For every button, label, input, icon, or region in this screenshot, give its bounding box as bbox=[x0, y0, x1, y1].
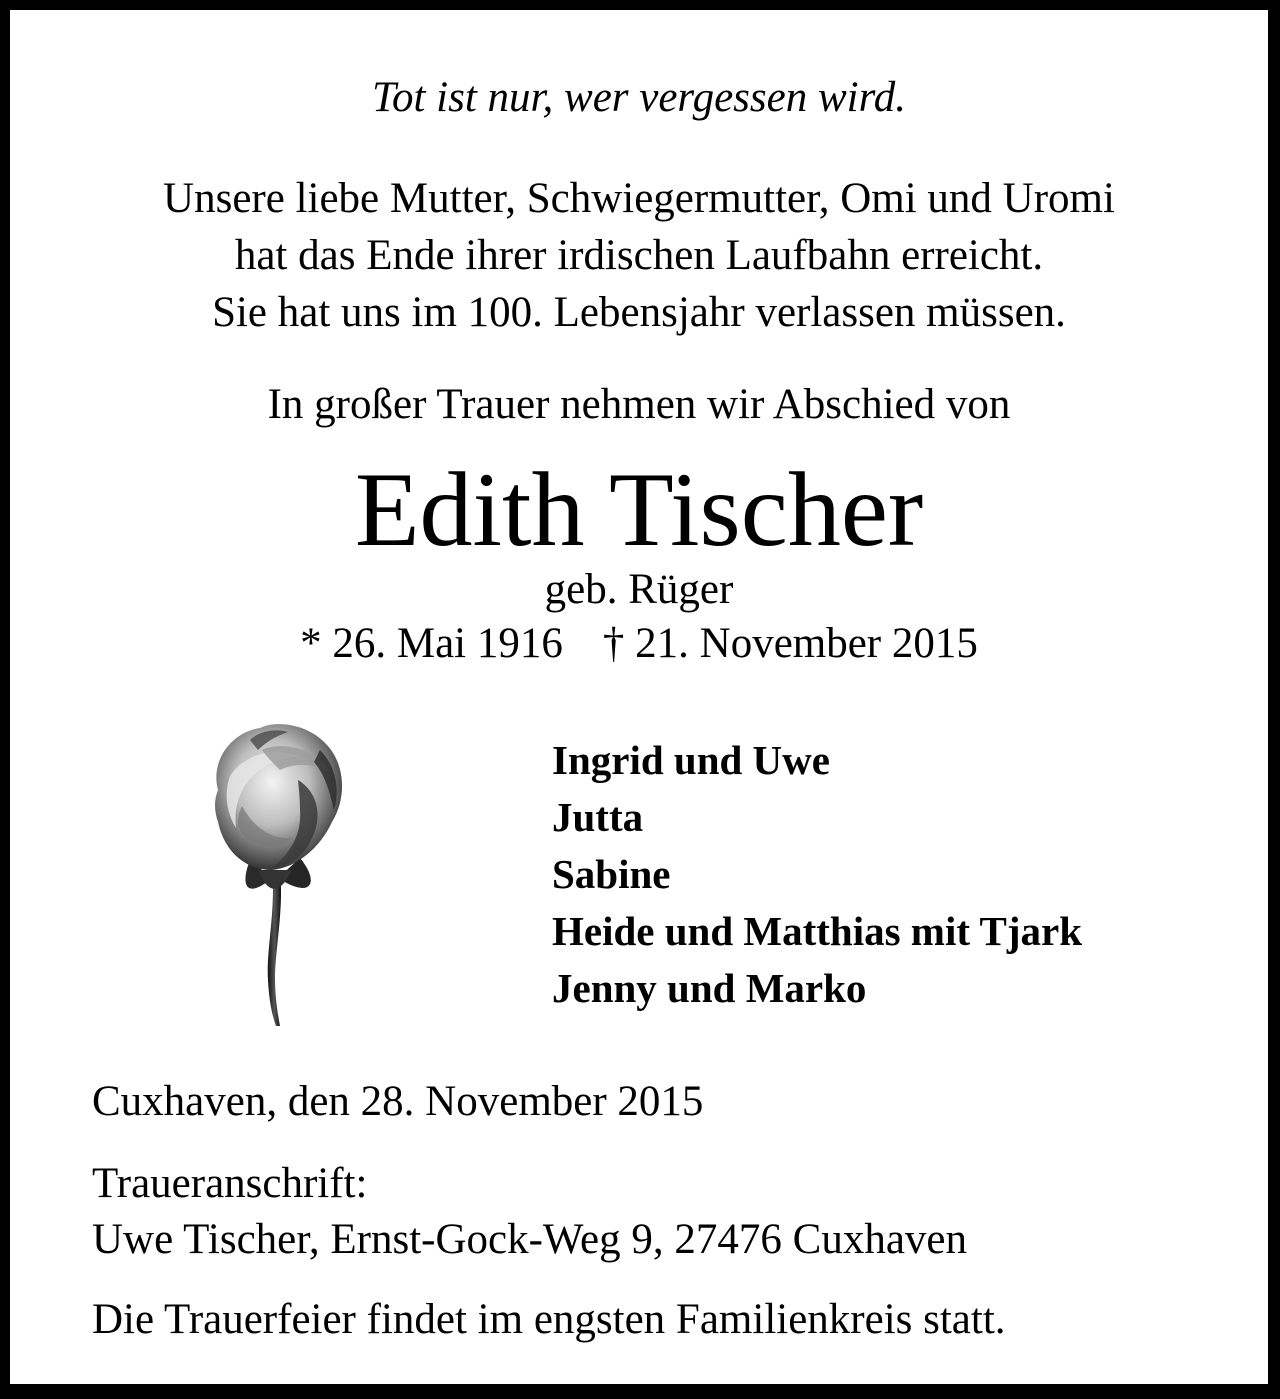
deceased-name: Edith Tischer bbox=[354, 451, 924, 568]
address-label: Traueranschrift: bbox=[92, 1160, 368, 1207]
mourner-name: Jutta bbox=[552, 794, 644, 840]
intro-line: Unsere liebe Mutter, Schwiegermutter, Omi und Uromi bbox=[163, 175, 1115, 222]
mourner-name: Sabine bbox=[552, 851, 671, 897]
mourner-name: Jenny und Marko bbox=[552, 965, 867, 1011]
life-dates bbox=[10, 616, 1268, 672]
motto: Tot ist nur, wer vergessen wird. bbox=[372, 74, 906, 121]
death-date: † 21. November 2015 bbox=[602, 620, 978, 667]
mourner-name: Ingrid und Uwe bbox=[552, 737, 830, 783]
obituary-card bbox=[10, 10, 1268, 1384]
rose-image bbox=[180, 710, 370, 1030]
mourner-list bbox=[552, 732, 1082, 1017]
intro-text bbox=[10, 170, 1268, 341]
intro-line: Sie hat uns im 100. Lebensjahr verlassen müssen. bbox=[212, 289, 1066, 336]
place-date: Cuxhaven, den 28. November 2015 bbox=[92, 1078, 704, 1125]
mourner-name: Heide und Matthias mit Tjark bbox=[552, 908, 1082, 954]
intro-line: hat das Ende ihrer irdischen Laufbahn erreicht. bbox=[234, 232, 1044, 279]
mourning-address: Uwe Tischer, Ernst-Gock-Weg 9, 27476 Cuxhaven bbox=[92, 1216, 967, 1263]
farewell-line: In großer Trauer nehmen wir Abschied von bbox=[267, 381, 1011, 428]
birth-date: * 26. Mai 1916 bbox=[300, 620, 563, 667]
birth-name: geb. Rüger bbox=[544, 566, 734, 613]
ceremony-note: Die Trauerfeier findet im engsten Familienkreis statt. bbox=[92, 1296, 1006, 1343]
